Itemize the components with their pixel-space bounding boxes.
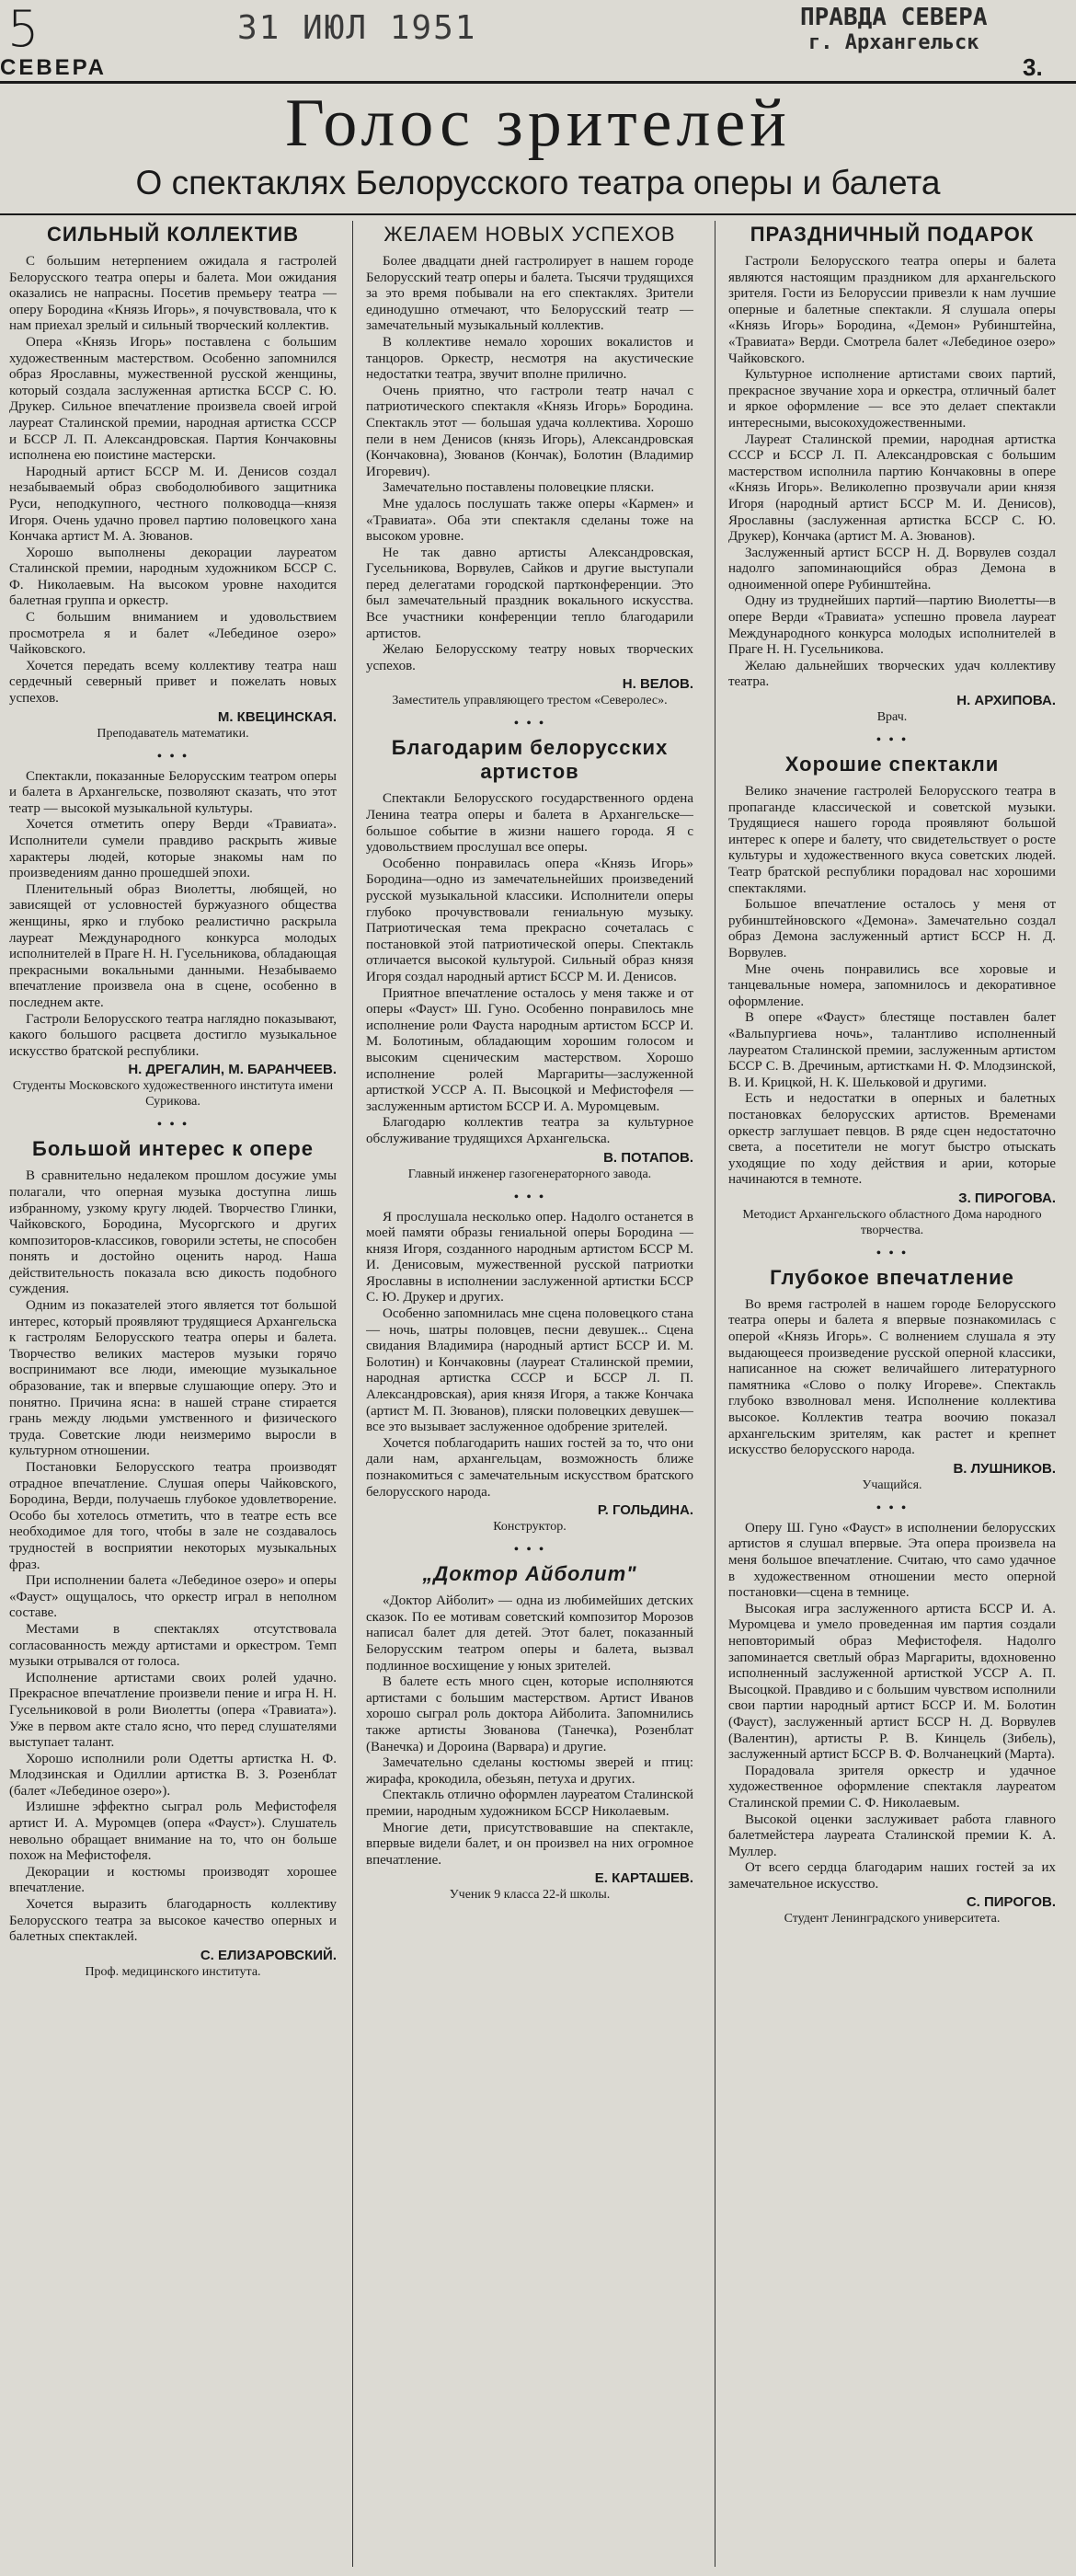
article-heading: Глубокое впечатление <box>770 1265 1014 1289</box>
handwritten-number: 5 <box>7 0 40 58</box>
article-paragraph: В сравнительно недалеком прошлом досужие умы полагали, что оперная музыка доступна лишь избранному, узкому кругу людей. Творчество Глинки, Чайковского, Бородина, Мусоргского и других композиторов-классиков, говорили эстеты, не способен понять и достойно оценить народ. Наша действительность показала всю дикость подобного суждения. <box>9 1168 337 1297</box>
article-paragraph: Высокой оценки заслуживает работа главного балетмейстера лауреата Сталинской премии К. А. Муллер. <box>728 1811 1056 1859</box>
author-signature: Н. ДРЕГАЛИН, М. БАРАНЧЕЕВ. <box>128 1062 337 1078</box>
stamp-city: г. Архангельск <box>808 31 979 54</box>
article-paragraph: В балете есть много сцен, которые исполняются артистами с большим мастерством. Артист Иванов хорошо сыграл роль доктора Айболита. Запомнились также артисты Зюванова (Танечка), Розенблат (Ванечка) и Дороина (Варвара) и другие. <box>366 1674 693 1754</box>
article-paragraph: Во время гастролей в нашем городе Белорусского театра оперы и балета я впервые познакомилась с оперой «Князь Игорь». С волнением слушала я эту выдающееся произведение русской оперной классики, написанное на сюжет величайшего литературного памятника «Слово о полку Игореве». Спектакль глубоко взволновал меня. Исполнение коллектива высокое. Коллектив театра воочию показал архангельским зрителям, как растет и крепнет искусство белорусского народа. <box>728 1296 1056 1458</box>
author-role: Учащийся. <box>862 1478 922 1492</box>
separator-dots: • • • <box>876 1500 909 1516</box>
article-paragraph: Местами в спектаклях отсутствовала согласованность между артистами и оркестром. Темп музыки отрывался от голоса. <box>9 1621 337 1670</box>
date-stamp: 31 ИЮЛ 1951 <box>237 9 477 47</box>
author-role: Студенты Московского художественного института имени Сурикова. <box>12 1079 334 1110</box>
article-paragraph: Спектакли, показанные Белорусским театром оперы и балета в Архангельске, позволяют сказать, что этот театр — высокой музыкальной культуры. <box>9 768 337 816</box>
separator-dots: • • • <box>876 732 909 749</box>
article-paragraph: Одним из показателей этого является тот большой интерес, который проявляют трудящиеся Архангельска к гастролям Белорусского театра оперы и балета. Творчество великих мастеров музыки горячо воспринимают все люди, имеющие музыкальное образование, так и впервые слушающие оперу. Это и понятно. Причина ясна: в нашей стране стирается грань между людьми умственного и физического труда. Советские люди неизмеримо выросли в культурном отношении. <box>9 1298 337 1459</box>
column-middle <box>366 221 693 2571</box>
article-paragraph: Лауреат Сталинской премии, народная артистка СССР и БССР Л. П. Александровская с большим мастерством исполнила партию Кончаковны в опере «Князь Игорь». Великолепно прозвучали арии князя Игоря (народный артист БССР М. И. Денисов), Ярославны (заслуженная артистка БССР С. Ю. Друкер), Кончака (артист М. А. Зюванов). <box>728 431 1056 545</box>
article-paragraph: Большое впечатление осталось у меня от рубинштейновского «Демона». Замечательно создал образ Демона заслуженный артист БССР Н. Д. Ворвулев. <box>728 897 1056 960</box>
article <box>9 748 337 1110</box>
separator-dots: • • • <box>513 1542 546 1558</box>
article-paragraph: Пленительный образ Виолетты, любящей, но зависящей от условностей буржуазного общества женщины, ярко и глубоко реалистично раскрыла лауреат Международного конкурса молодых исполнителей в Праге Н. Н. Гусельникова, обладающая прекрасными вокальными данными. Незабываемо впечатление произвела она в сцене, особенно в последнем акте. <box>9 881 337 1010</box>
article-paragraph: Многие дети, присутствовавшие на спектакле, впервые видели балет, и он произвел на них огромное впечатление. <box>366 1820 693 1868</box>
separator-dots: • • • <box>156 748 189 765</box>
page-number: 3. <box>1023 53 1043 81</box>
author-role: Главный инженер газогенераторного завода. <box>407 1167 652 1181</box>
article-paragraph: Заслуженный артист БССР Н. Д. Ворвулев создал надолго запоминающийся образ Демона в одноименной опере Рубинштейна. <box>728 545 1056 592</box>
article <box>366 223 693 708</box>
article-paragraph: Народный артист БССР М. И. Денисов создал незабываемый образ свободолюбивого защитника Руси, неподкупного, честного полководца—князя Игоря. Очень удачно провел партию половецкого хана Кончака артист М. А. Зюванов. <box>9 464 337 545</box>
author-role: Врач. <box>876 710 908 725</box>
author-signature: Н. АРХИПОВА. <box>956 693 1056 709</box>
article-paragraph: Желаю дальнейших творческих удач коллективу театра. <box>728 658 1056 690</box>
author-signature: З. ПИРОГОВА. <box>958 1190 1056 1206</box>
article-paragraph: При исполнении балета «Лебединое озеро» и оперы «Фауст» ощущалось, что оркестр играл в неполном составе. <box>9 1573 337 1621</box>
article <box>728 1502 1056 1927</box>
article-paragraph: Культурное исполнение артистами своих партий, прекрасное звучание хора и оркестра, отличный балет и яркое оформление — все это делает спектакли интересными, высокохудожественными. <box>728 367 1056 431</box>
author-role: Ученик 9 класса 22-й школы. <box>449 1888 611 1903</box>
article-paragraph: Гастроли Белорусского театра наглядно показывают, какого большого расцвета достигло музыкальное искусство братской республики. <box>9 1011 337 1059</box>
article-paragraph: Более двадцати дней гастролирует в нашем городе Белорусский театр оперы и балета. Тысячи трудящихся за это время побывали на его спектаклях. Зрители единодушно отмечают, что Белорусский театр — замечательный музыкальный коллектив. <box>366 254 693 334</box>
article-paragraph: Исполнение артистами своих ролей удачно. Прекрасное впечатление произвели пение и игра Н. Н. Гусельниковой в роли Виолетты (опера «Травиата»). Уже в первом акте стало ясно, что перед слушателями выступает талант. <box>9 1670 337 1751</box>
article-paragraph: Желаю Белорусскому театру новых творческих успехов. <box>366 642 693 673</box>
article-heading: Большой интерес к опере <box>32 1137 314 1161</box>
article-paragraph: Мне очень понравились все хоровые и танцевальные номера, запомнилось и декоративное оформление. <box>728 961 1056 1009</box>
article-heading: Хорошие спектакли <box>784 753 1000 776</box>
article-paragraph: Спектакль отлично оформлен лауреатом Сталинской премии, народным художником БССР Николаевым. <box>366 1788 693 1819</box>
author-signature: Н. ВЕЛОВ. <box>622 676 693 693</box>
separator-dots: • • • <box>156 1117 189 1133</box>
article <box>728 734 1056 1238</box>
column-divider <box>352 221 353 2567</box>
article-paragraph: Хочется выразить благодарность коллективу Белорусского театра за высокое качество оперных и балетных спектаклей. <box>9 1897 337 1945</box>
article-paragraph: В опере «Фауст» блестяще поставлен балет «Вальпургиева ночь», талантливо исполненный лауреатом Сталинской премии, заслуженным артистом БССР С. В. Дречиным, артистками Н. Ф. Млодзинской, В. И. Крицкой, Н. К. Шельковой и другими. <box>728 1010 1056 1090</box>
author-role: Проф. медицинского института. <box>85 1964 261 1979</box>
article-paragraph: Хорошо исполнили роли Одетты артистка Н. Ф. Млодзинская и Одиллии артистка В. З. Розенблат (балет «Лебединое озеро»). <box>9 1751 337 1799</box>
author-signature: С. ПИРОГОВ. <box>966 1894 1056 1911</box>
article <box>9 223 337 742</box>
article-paragraph: Спектакли Белорусского государственного ордена Ленина театра оперы и балета в Архангельске—большое событие в жизни нашего города. Я с удовольствием прослушал все оперы. <box>366 791 693 856</box>
article-heading: ЖЕЛАЕМ НОВЫХ УСПЕХОВ <box>383 223 676 246</box>
article <box>728 1245 1056 1493</box>
article-heading: СИЛЬНЫЙ КОЛЛЕКТИВ <box>47 223 299 246</box>
author-signature: В. ПОТАПОВ. <box>603 1149 693 1166</box>
article-paragraph: Очень приятно, что гастроли театр начал с патриотического спектакля «Князь Игорь» Бородина. Спектакль этот — большая удача коллектива. Хорошо пели в нем Денисов (князь Игорь), Александровская (Кончаковна), Зюванов (Кончак), Болотин (Владимир Игоревич). <box>366 383 693 479</box>
article-paragraph: Высокая игра заслуженного артиста БССР И. А. Муромцева и умело проведенная им партия создали неповторимый образ Мефистофеля. Надолго запоминается светлый образ Маргариты, вдохновенно исполненный заслуженной артисткой УССР А. П. Высоцкой. Правдиво и с большим чувством исполнили свои партии народный артист БССР И. М. Болотин (Фауст), заслуженный артист БССР Н. Д. Ворвулев (Валентин), артисты Р. В. Кинцель (Зибель), заслуженный артист БССР В. Ф. Волчанецкий (Марта). <box>728 1601 1056 1763</box>
article-heading: Благодарим белорусских артистов <box>391 736 669 784</box>
article <box>9 1119 337 1980</box>
article-paragraph: Мне удалось послушать также оперы «Кармен» и «Травиата». Оба эти спектакля сделаны тоже на высоком уровне. <box>366 496 693 545</box>
article <box>366 1191 693 1535</box>
article-paragraph: Велико значение гастролей Белорусского театра в пропаганде классической и советской музыки. Трудящиеся нашего города проявляют большой интерес к опере и балету, что свидетельствует о росте культуры и художественного вкуса советских людей. Театр братской республики порадовал нас хорошими спектаклями. <box>728 784 1056 896</box>
author-role: Методист Архангельского областного Дома народного творчества. <box>742 1207 1042 1237</box>
article-paragraph: Замечательно поставлены половецкие пляски. <box>383 480 655 496</box>
author-signature: М. КВЕЦИНСКАЯ. <box>217 708 337 725</box>
column-left <box>9 221 337 2571</box>
author-role: Конструктор. <box>493 1520 567 1535</box>
author-signature: Р. ГОЛЬДИНА. <box>597 1502 693 1519</box>
article-paragraph: «Доктор Айболит» — одна из любимейших детских сказок. По ее мотивам советский композитор Морозов написал балет для детей. Этот балет, показанный Белорусским театром оперы и балета, вызвал подлинное восхищение у юных зрителей. <box>366 1593 693 1673</box>
article-paragraph: Постановки Белорусского театра производят отрадное впечатление. Слушая оперы Чайковского, Бородина, Верди, получаешь глубокое удовлетворение. Особо бы хотелось отметить, что в театре есть все необходимое для того, чтобы в зале не создавалось трудностей в восприятии некоторых музыкальных фраз. <box>9 1460 337 1572</box>
author-role: Заместитель управляющего трестом «Северолес». <box>392 694 668 708</box>
article-paragraph: Одну из труднейших партий—партию Виолетты—в опере Верди «Травиата» успешно провела лауреат Международного конкурса молодых исполнителей в Праге Н. Н. Гусельникова. <box>728 593 1056 658</box>
author-role: Студент Ленинградского университета. <box>784 1912 1001 1926</box>
header-rule <box>0 81 1076 84</box>
newspaper-stamp <box>800 4 988 54</box>
title-rule <box>0 213 1076 215</box>
article-paragraph: Благодарю коллектив театра за культурное обслуживание трудящихся Архангельска. <box>366 1115 693 1146</box>
page-subtitle: О спектаклях Белорусского театра оперы и балета <box>135 164 941 201</box>
author-role: Преподаватель математики. <box>97 726 249 741</box>
article-paragraph: Гастроли Белорусского театра оперы и балета являются настоящим праздником для архангельского зрителя. Гости из Белоруссии привезли к нам лучшие оперные и балетные спектакли. Я слушала оперы «Князь Игорь» Бородина, «Демон» Рубинштейна, «Травиата» Верди. Смотрела балет «Лебединое озеро» Чайковского. <box>728 254 1056 366</box>
article <box>728 223 1056 725</box>
article-heading: ПРАЗДНИЧНЫЙ ПОДАРОК <box>750 223 1035 246</box>
article-paragraph: Порадовала зрителя оркестр и удачное художественное оформление спектакля лауреатом Сталинской премии С. Ф. Николаевым. <box>728 1763 1056 1811</box>
article <box>366 718 693 1181</box>
article-paragraph: Замечательно сделаны костюмы зверей и птиц: жирафа, крокодила, обезьян, петуха и других. <box>366 1755 693 1787</box>
article-paragraph: Особенно понравилась опера «Князь Игорь» Бородина—одно из замечательнейших произведений русской музыкальной классики. Исполнители оперы глубоко прочувствовали гениальную музыку. Патриотическая тема прекрасно сочеталась с постановкой этой патриотической оперы. Спектакль отличается высокой культурой. Сильный образ князя Игоря создал народный артист БССР М. И. Денисов. <box>366 856 693 984</box>
column-right <box>728 221 1056 2571</box>
article-paragraph: Излишне эффектно сыграл роль Мефистофеля артист И. А. Муромцев (опера «Фауст»). Слушатель невольно обращает внимание на то, что он больше похож на Мефистофеля. <box>9 1800 337 1864</box>
article-paragraph: Есть и недостатки в оперных и балетных постановках белорусских артистов. Временами оркестр заглушает певцов. В ряде сцен недостаточно света, а посетители не могут быстро отыскать уходящие по ходу действия и арии, которые начинаются в темноте. <box>728 1091 1056 1188</box>
article-paragraph: Хочется передать всему коллективу театра наш сердечный северный привет и пожелать новых успехов. <box>9 658 337 707</box>
article-paragraph: С большим вниманием и удовольствием просмотрела я и балет «Лебединое озеро» Чайковского. <box>9 610 337 658</box>
article-paragraph: С большим нетерпением ожидала я гастролей Белорусского театра оперы и балета. Мои ожидания оказались не напрасны. Посетив премьеру театра — оперу Бородина «Князь Игорь», я почувствовала, что к нам приехал зрелый и сильный творческий коллектив. <box>9 254 337 334</box>
stamp-paper-name: ПРАВДА СЕВЕРА <box>800 4 988 31</box>
article-paragraph: Опера «Князь Игорь» поставлена с большим художественным мастерством. Особенно запомнился образ Ярославны, мужественной русской женщины, который создала заслуженная артистка БССР С. Ю. Друкер. Сильное впечатление произвела своей игрой лауреат Сталинской премии, народная артистка СССР и БССР Л. П. Александровская. Партия Кончаковны исполнена ею поистине мастерски. <box>9 334 337 464</box>
article <box>366 1544 693 1903</box>
page-title: Голос зрителей <box>285 86 791 161</box>
article-paragraph: Оперу Ш. Гуно «Фауст» в исполнении белорусских артистов я слушал впервые. Эта опера произвела на меня большое впечатление. Считаю, что само удачное в художественном отношении место оперной постановки—сцена в темнице. <box>728 1520 1056 1601</box>
separator-dots: • • • <box>513 1189 546 1205</box>
article-heading: „Доктор Айболит" <box>422 1562 637 1586</box>
article-paragraph: Хочется отметить оперу Верди «Травиата». Исполнители сумели правдиво раскрыть живые характеры людей, которые знакомы нам по произведениям данно прошедшей эпохи. <box>9 817 337 881</box>
article-paragraph: Декорации и костюмы производят хорошее впечатление. <box>9 1864 337 1896</box>
author-signature: Е. КАРТАШЕВ. <box>594 1870 693 1887</box>
separator-dots: • • • <box>876 1245 909 1261</box>
article-paragraph: В коллективе немало хороших вокалистов и танцоров. Оркестр, несмотря на акустические недостатки театра, звучит вполне прилично. <box>366 334 693 383</box>
article-paragraph: Хорошо выполнены декорации лауреатом Сталинской премии, народным художником БССР С. Ф. Николаевым. На высоком уровне находится балетная группа и оркестр. <box>9 545 337 609</box>
separator-dots: • • • <box>513 716 546 732</box>
author-signature: С. ЕЛИЗАРОВСКИЙ. <box>200 1947 337 1963</box>
running-head: СЕВЕРА <box>0 55 107 80</box>
article-paragraph: Хочется поблагодарить наших гостей за то, что они дали нам, архангельцам, возможность ближе познакомиться с замечательным искусством братского белорусского народа. <box>366 1435 693 1500</box>
article-paragraph: Особенно запомнилась мне сцена половецкого стана — ночь, шатры половцев, песни девушек... Сцена свидания Владимира (народный артист БССР И. М. Болотин) и Кончаковны (лауреат Сталинской премии, народная артистка СССР и БССР Л. П. Александровская), ария князя Игоря, а также Кончака (артист М. П. Зюванов), пляски половецких девушек—все это вызывает заслуженное одобрение зрителей. <box>366 1306 693 1435</box>
article-paragraph: Я прослушала несколько опер. Надолго останется в моей памяти образы гениальной оперы Бородина — князя Игоря, созданного народным артистом БССР М. И. Денисовым, мужественной русской патриотки Ярославны в исполнении заслуженной артистки БССР С. Ю. Друкер и других. <box>366 1209 693 1305</box>
article-paragraph: От всего сердца благодарим наших гостей за их замечательное искусство. <box>728 1860 1056 1892</box>
author-signature: В. ЛУШНИКОВ. <box>953 1460 1056 1477</box>
article-paragraph: Приятное впечатление осталось у меня также и от оперы «Фауст» Ш. Гуно. Особенно понравилось мне исполнение роли Фауста народным артистом БССР И. М. Болотиным, обладающим хорошим голосом и высоким сценическим мастерством. Хорошо исполнение ролей Маргариты—заслуженной артисткой УССР А. П. Высоцкой и Мефистофеля — заслуженным артистом БССР И. А. Муромцевым. <box>366 985 693 1114</box>
article-paragraph: Не так давно артисты Александровская, Гусельникова, Ворвулев, Сайков и другие выступали перед делегатами городской партконференции. Это был замечательный праздник вокального искусства. Все участники конференции тепло благодарили артистов. <box>366 545 693 641</box>
